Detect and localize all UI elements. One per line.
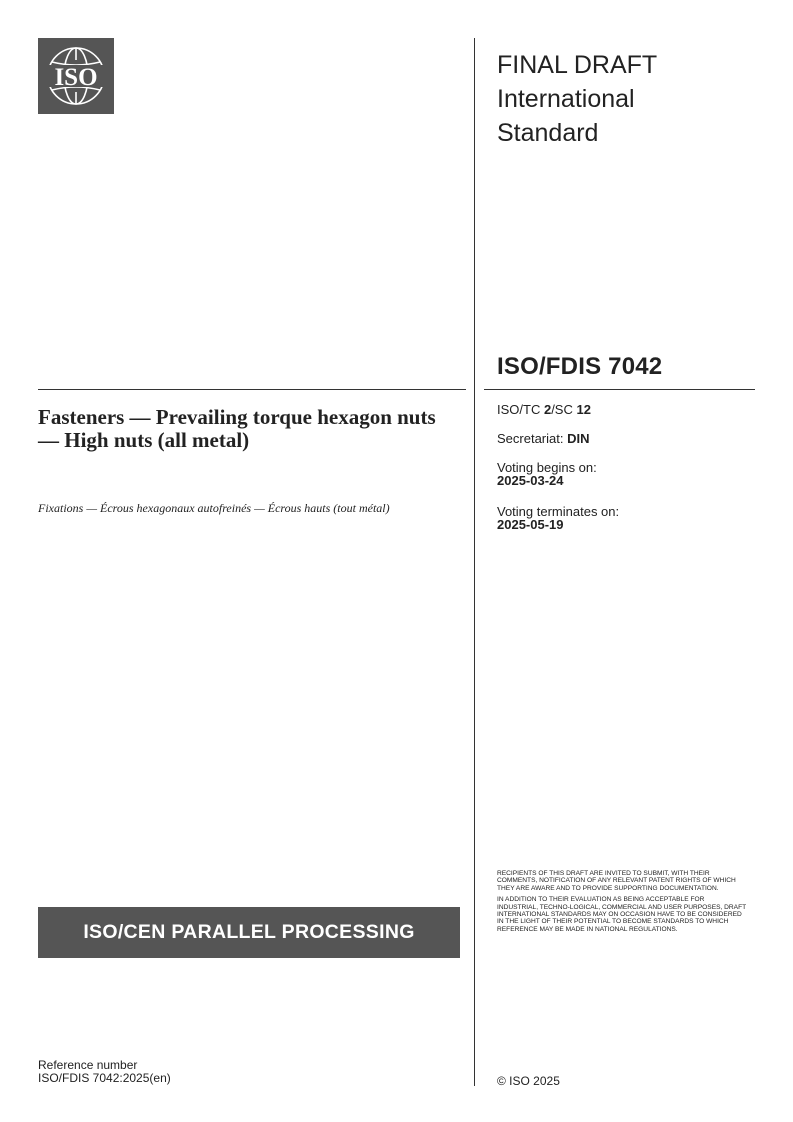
voting-begins-label: Voting begins on:	[497, 460, 597, 475]
doc-type-line: Standard	[497, 119, 599, 147]
iso-globe-icon	[38, 38, 114, 114]
iso-logo	[38, 38, 114, 114]
notice-paragraph: IN ADDITION TO THEIR EVALUATION AS BEING ACCEPTABLE FOR INDUSTRIAL, TECHNO-LOGICAL, COMMERCIAL AND USER PURPOSES, DRAFT INTERNATIONAL STANDARDS MAY ON OCCASION HAVE TO BE CONSIDERED IN THE LIGHT OF THEIR POTENTIAL TO BECOME STANDARDS TO WHICH REFERENCE MAY BE MADE IN NATIONAL REGULATIONS.	[497, 896, 747, 933]
horizontal-divider-right	[484, 389, 755, 390]
voting-begins	[497, 461, 597, 487]
voting-begins-date: 2025-03-24	[497, 473, 564, 488]
doc-type-line: International	[497, 85, 635, 113]
vertical-divider	[474, 38, 475, 1086]
doc-type-line: FINAL DRAFT	[497, 51, 658, 79]
document-type	[497, 48, 767, 150]
parallel-processing-banner: ISO/CEN PARALLEL PROCESSING	[38, 907, 460, 958]
copyright: © ISO 2025	[497, 1074, 560, 1088]
reference-value: ISO/FDIS 7042:2025(en)	[38, 1071, 171, 1085]
technical-committee	[497, 403, 591, 416]
sc-number: 12	[576, 402, 591, 417]
horizontal-divider-left	[38, 389, 466, 390]
secretariat	[497, 432, 589, 445]
notice-paragraph: RECIPIENTS OF THIS DRAFT ARE INVITED TO SUBMIT, WITH THEIR COMMENTS, NOTIFICATION OF ANY RELEVANT PATENT RIGHTS OF WHICH THEY ARE AWARE AND TO PROVIDE SUPPORTING DOCUMENTATION.	[497, 870, 736, 892]
reference-label: Reference number	[38, 1058, 138, 1072]
voting-ends-date: 2025-05-19	[497, 517, 564, 532]
secretariat-label: Secretariat:	[497, 431, 568, 446]
title-french: Fixations — Écrous hexagonaux autofreinés — Écrous hauts (tout métal)	[38, 501, 390, 515]
sc-prefix: /SC	[551, 402, 577, 417]
secretariat-value: DIN	[567, 431, 590, 446]
title-english: Fasteners — Prevailing torque hexagon nuts — High nuts (all metal)	[38, 405, 436, 452]
document-number: ISO/FDIS 7042	[497, 353, 663, 380]
reference-number	[38, 1059, 171, 1085]
tc-number: 2	[543, 402, 552, 417]
voting-ends-label: Voting terminates on:	[497, 504, 620, 519]
tc-prefix: ISO/TC	[497, 402, 544, 417]
logo-text: ISO	[54, 64, 98, 91]
voting-terminates	[497, 505, 619, 531]
recipients-notice	[497, 870, 747, 937]
